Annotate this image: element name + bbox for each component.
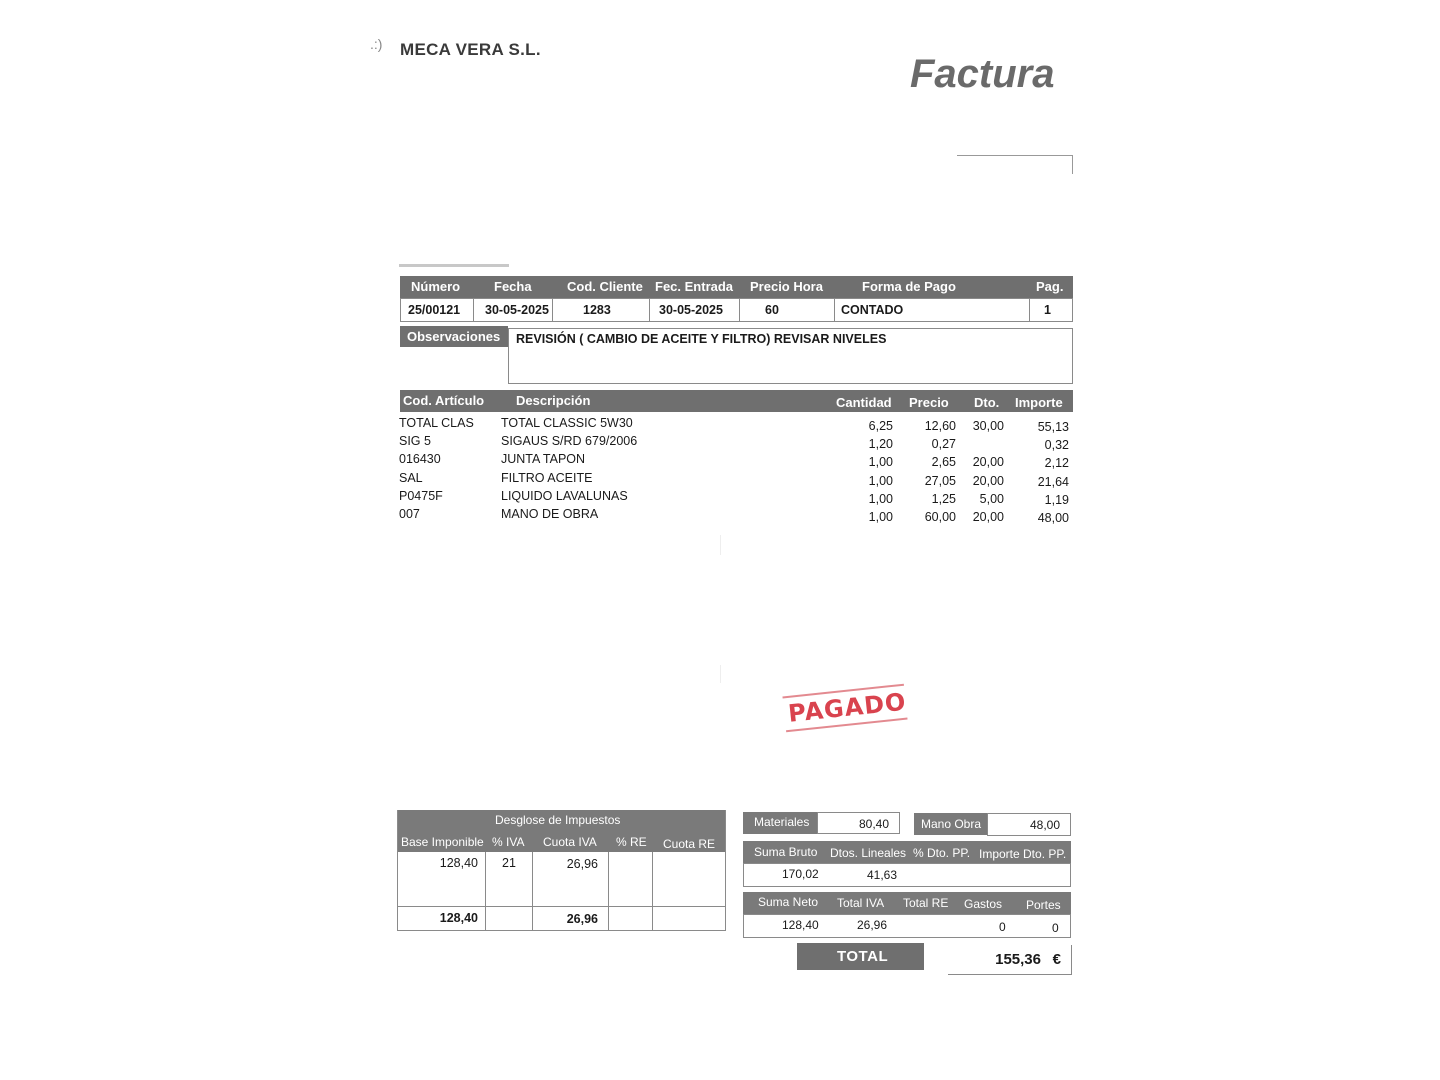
scan-smudge bbox=[399, 264, 509, 267]
materiales-value: 80,40 bbox=[858, 817, 889, 831]
item-quantity: 1,20 bbox=[868, 437, 893, 452]
header-precio-hora: Precio Hora bbox=[750, 279, 823, 294]
item-discount: 20,00 bbox=[972, 509, 1004, 524]
item-price: 60,00 bbox=[924, 509, 956, 524]
header-pag: Pag. bbox=[1036, 279, 1064, 294]
header-cod-articulo: Cod. Artículo bbox=[403, 393, 485, 408]
gastos-value: 0 bbox=[999, 920, 1006, 934]
portes-value: 0 bbox=[1052, 921, 1059, 935]
table-row bbox=[399, 489, 1071, 507]
total-box bbox=[948, 945, 1072, 975]
materiales-box bbox=[817, 812, 900, 834]
observaciones-text: REVISIÓN ( CAMBIO DE ACEITE Y FILTRO) REVISAR NIVELES bbox=[516, 332, 887, 346]
header-base-imponible: Base Imponible bbox=[401, 835, 484, 849]
currency-symbol: € bbox=[1052, 951, 1061, 968]
item-description: SIGAUS S/RD 679/2006 bbox=[501, 434, 638, 449]
company-logo-mark: .:) bbox=[370, 36, 383, 52]
payment-method: CONTADO bbox=[841, 303, 904, 317]
item-price: 0,27 bbox=[931, 437, 956, 452]
item-quantity: 1,00 bbox=[868, 473, 893, 488]
tax-breakdown-title: Desglose de Impuestos bbox=[398, 810, 725, 830]
mano-obra-value: 48,00 bbox=[1029, 818, 1060, 832]
item-description: FILTRO ACEITE bbox=[501, 470, 593, 485]
item-amount: 21,64 bbox=[1037, 474, 1069, 489]
scan-artifact bbox=[720, 665, 721, 683]
item-amount: 0,32 bbox=[1044, 438, 1069, 453]
item-amount: 2,12 bbox=[1044, 456, 1069, 471]
item-price: 12,60 bbox=[924, 419, 956, 433]
header-iva-pct: % IVA bbox=[492, 835, 525, 849]
page-number: 1 bbox=[1044, 303, 1051, 317]
table-row bbox=[399, 452, 1071, 470]
tax-base: 128,40 bbox=[439, 856, 478, 870]
paid-stamp-text: PAGADO bbox=[786, 687, 908, 728]
header-fec-entrada: Fec. Entrada bbox=[655, 279, 734, 294]
item-description: MANO DE OBRA bbox=[501, 506, 599, 521]
observaciones-label: Observaciones bbox=[400, 326, 508, 347]
materiales-label: Materiales bbox=[754, 815, 810, 829]
client-code: 1283 bbox=[583, 303, 611, 317]
materiales-label-box bbox=[743, 812, 817, 834]
items-list bbox=[399, 416, 1071, 525]
invoice-meta-header bbox=[400, 276, 1073, 298]
item-description: TOTAL CLASSIC 5W30 bbox=[501, 416, 633, 430]
header-importe: Importe bbox=[1015, 395, 1063, 410]
total-label-box bbox=[797, 943, 924, 970]
header-numero: Número bbox=[411, 279, 461, 294]
invoice-meta-row bbox=[400, 298, 1073, 322]
items-header bbox=[400, 390, 1073, 412]
item-code: SIG 5 bbox=[399, 434, 431, 449]
item-quantity: 1,00 bbox=[868, 509, 893, 524]
entry-date: 30-05-2025 bbox=[659, 303, 723, 317]
total-value: 155,36 bbox=[995, 951, 1041, 968]
item-quantity: 6,25 bbox=[868, 419, 893, 433]
total-label: TOTAL bbox=[837, 948, 889, 965]
suma-neto-row bbox=[743, 914, 1071, 938]
header-cod-cliente: Cod. Cliente bbox=[567, 279, 643, 294]
item-code: TOTAL CLAS bbox=[399, 416, 474, 430]
total-iva-value: 26,96 bbox=[857, 918, 888, 932]
header-dto: Dto. bbox=[974, 395, 1000, 410]
scan-artifact bbox=[720, 535, 721, 555]
header-cuota-iva: Cuota IVA bbox=[543, 835, 597, 849]
item-amount: 48,00 bbox=[1037, 510, 1069, 525]
invoice-date: 30-05-2025 bbox=[485, 303, 549, 317]
mano-obra-label: Mano Obra bbox=[921, 817, 982, 831]
table-row bbox=[399, 471, 1071, 489]
table-row bbox=[399, 416, 1071, 434]
item-price: 2,65 bbox=[931, 455, 956, 470]
item-discount: 20,00 bbox=[972, 455, 1004, 470]
suma-bruto-row bbox=[743, 863, 1071, 887]
header-re-pct: % RE bbox=[616, 835, 647, 849]
header-cantidad: Cantidad bbox=[836, 395, 892, 410]
item-quantity: 1,00 bbox=[868, 455, 893, 470]
paid-stamp bbox=[782, 684, 907, 733]
item-discount: 20,00 bbox=[972, 473, 1004, 488]
suma-bruto-header: Suma Bruto Dtos. Lineales % Dto. PP. Importe Dto. PP. bbox=[743, 841, 1071, 863]
document-title: Factura bbox=[910, 52, 1055, 96]
tax-cuota-iva: 26,96 bbox=[566, 857, 598, 871]
tax-total-cuota-iva: 26,96 bbox=[566, 912, 598, 926]
hourly-rate: 60 bbox=[765, 303, 779, 317]
tax-total-base: 128,40 bbox=[439, 911, 478, 925]
item-quantity: 1,00 bbox=[868, 491, 893, 506]
header-forma-pago: Forma de Pago bbox=[862, 279, 956, 294]
item-discount: 30,00 bbox=[972, 419, 1004, 433]
item-description: LIQUIDO LAVALUNAS bbox=[501, 488, 628, 503]
mano-obra-box bbox=[987, 813, 1071, 836]
tax-breakdown-columns bbox=[398, 830, 725, 852]
tax-iva-pct: 21 bbox=[502, 856, 516, 870]
table-row bbox=[399, 434, 1071, 452]
table-row bbox=[399, 507, 1071, 525]
item-description: JUNTA TAPON bbox=[501, 452, 586, 467]
header-descripcion: Descripción bbox=[516, 393, 591, 408]
item-code: 007 bbox=[399, 506, 420, 521]
suma-neto-value: 128,40 bbox=[782, 918, 819, 932]
item-code: P0475F bbox=[399, 488, 443, 503]
item-price: 1,25 bbox=[931, 491, 956, 506]
mano-obra-label-box bbox=[914, 813, 987, 835]
item-price: 27,05 bbox=[924, 473, 956, 488]
address-box-corner bbox=[957, 155, 1073, 174]
dtos-lineales-value: 41,63 bbox=[867, 868, 898, 882]
header-precio: Precio bbox=[909, 395, 949, 410]
item-amount: 55,13 bbox=[1037, 420, 1069, 434]
header-cuota-re: Cuota RE bbox=[663, 837, 716, 851]
header-fecha: Fecha bbox=[494, 279, 532, 294]
invoice-number: 25/00121 bbox=[408, 303, 461, 317]
suma-bruto-value: 170,02 bbox=[782, 867, 819, 881]
item-code: SAL bbox=[399, 470, 423, 485]
item-discount: 5,00 bbox=[979, 491, 1004, 506]
suma-neto-header: Suma Neto Total IVA Total RE Gastos Portes bbox=[743, 892, 1071, 914]
item-code: 016430 bbox=[399, 452, 441, 467]
item-amount: 1,19 bbox=[1044, 492, 1069, 507]
company-name: MECA VERA S.L. bbox=[400, 40, 541, 59]
